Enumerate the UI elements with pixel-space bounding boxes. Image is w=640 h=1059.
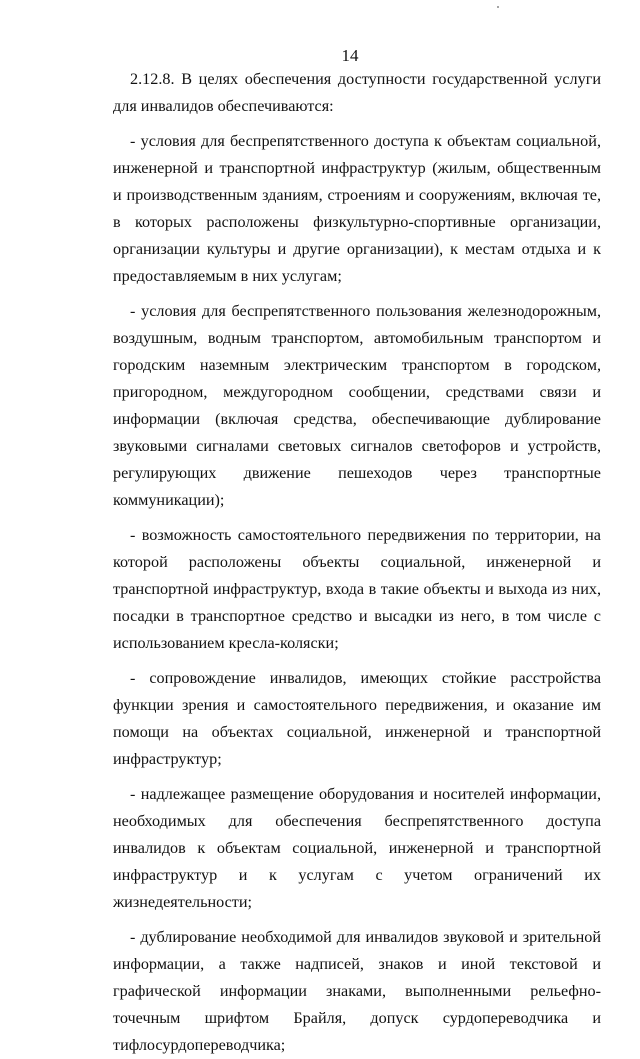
document-body [113,66,601,1059]
paragraph-information-duplication: - дублирование необходимой для инвалидов звуковой и зрительной информации, а также надписей, знаков и иной текстовой и графической информации знаками, выполненными рельефно-точечным шрифтом Брайля, допуск сурдопереводчика и тифлосурдопереводчика; [113,928,601,1054]
page-number: 14 [341,46,359,65]
paragraph-independent-movement: - возможность самостоятельного передвижения по территории, на которой расположены объекты социальной, инженерной и транспортной инфраструктур, входа в такие объекты и выхода из них, посадки в транспортное средство и высадки из него, в том числе с использованием кресла-коляски; [113,526,601,652]
scan-speck [497,6,499,8]
paragraph-infrastructure-access: - условия для беспрепятственного доступа к объектам социальной, инженерной и транспортной инфраструктур (жилым, общественным и производственным зданиям, строениям и сооружениям, включая те, в которых расположены физкультурно-спортивные организации, организации культуры и другие организации), к местам отдыха и к предоставляемым в них услугам; [113,132,601,285]
paragraph-transport-use: - условия для беспрепятственного пользования железнодорожным, воздушным, водным транспортом, автомобильным транспортом и городским наземным электрическим транспортом в городском, пригородном, междугородном сообщении, средствами связи и информации (включая средства, обеспечивающие дублирование звуковыми сигналами световых сигналов светофоров и устройств, регулирующих движение пешеходов через транспортные коммуникации); [113,302,601,509]
paragraph-intro: 2.12.8. В целях обеспечения доступности государственной услуги для инвалидов обеспечиваются: [113,70,601,115]
paragraph-escort: - сопровождение инвалидов, имеющих стойкие расстройства функции зрения и самостоятельного передвижения, и оказание им помощи на объектах социальной, инженерной и транспортной инфраструктур; [113,669,601,768]
paragraph-equipment-placement: - надлежащее размещение оборудования и носителей информации, необходимых для обеспечения беспрепятственного доступа инвалидов к объектам социальной, инженерной и транспортной инфраструктур и к услугам с учетом ограничений их жизнедеятельности; [113,785,601,911]
